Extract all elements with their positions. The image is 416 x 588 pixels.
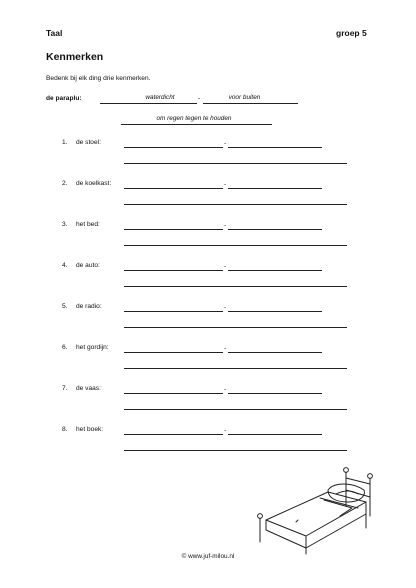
example-answer-3: om regen tegen te houden bbox=[156, 115, 232, 122]
answer-dash: - bbox=[224, 222, 227, 229]
answer-line-2[interactable] bbox=[228, 188, 322, 189]
answer-line-1[interactable] bbox=[124, 393, 223, 394]
example-answer-2: voor buiten bbox=[228, 94, 261, 101]
bed-illustration bbox=[240, 460, 380, 555]
page-title: Kenmerken bbox=[46, 51, 104, 63]
item-number: 3. bbox=[62, 221, 68, 228]
answer-line-1[interactable] bbox=[124, 147, 223, 148]
item-label: de radio: bbox=[76, 303, 102, 310]
example-line-3 bbox=[121, 124, 272, 125]
example-line-1 bbox=[100, 103, 197, 104]
answer-line-2[interactable] bbox=[228, 352, 322, 353]
example-answer-1: waterdicht bbox=[145, 94, 175, 101]
answer-dash: - bbox=[224, 386, 227, 393]
answer-line-3[interactable] bbox=[124, 204, 347, 205]
item-label: de koelkast: bbox=[76, 180, 112, 187]
item-number: 1. bbox=[62, 139, 68, 146]
answer-line-3[interactable] bbox=[124, 245, 347, 246]
subject-label: Taal bbox=[46, 28, 63, 38]
answer-line-2[interactable] bbox=[228, 434, 322, 435]
example-line-2 bbox=[203, 103, 298, 104]
answer-line-1[interactable] bbox=[124, 270, 223, 271]
grade-label: groep 5 bbox=[336, 28, 367, 38]
footer-copyright: © www.juf-milou.nl bbox=[181, 553, 235, 560]
answer-dash: - bbox=[224, 345, 227, 352]
answer-line-2[interactable] bbox=[228, 311, 322, 312]
item-label: het gordijn: bbox=[76, 344, 109, 351]
answer-dash: - bbox=[224, 140, 227, 147]
answer-line-3[interactable] bbox=[124, 368, 347, 369]
item-number: 8. bbox=[62, 426, 68, 433]
answer-line-2[interactable] bbox=[228, 147, 322, 148]
item-label: de auto: bbox=[76, 262, 100, 269]
answer-line-3[interactable] bbox=[124, 450, 347, 451]
answer-line-3[interactable] bbox=[124, 163, 347, 164]
instruction-text: Bedenk bij elk ding drie kenmerken. bbox=[46, 75, 151, 82]
answer-line-2[interactable] bbox=[228, 393, 322, 394]
answer-line-1[interactable] bbox=[124, 352, 223, 353]
answer-line-1[interactable] bbox=[124, 311, 223, 312]
answer-dash: - bbox=[224, 427, 227, 434]
answer-line-3[interactable] bbox=[124, 327, 347, 328]
item-number: 5. bbox=[62, 303, 68, 310]
answer-line-1[interactable] bbox=[124, 188, 223, 189]
answer-dash: - bbox=[224, 263, 227, 270]
item-label: het boek: bbox=[76, 426, 104, 433]
answer-line-2[interactable] bbox=[228, 270, 322, 271]
answer-dash: - bbox=[224, 304, 227, 311]
item-label: de stoel: bbox=[76, 139, 101, 146]
item-label: de vaas: bbox=[76, 385, 101, 392]
answer-line-3[interactable] bbox=[124, 409, 347, 410]
example-dash: - bbox=[198, 95, 201, 102]
example-label: de paraplu: bbox=[46, 95, 82, 102]
item-number: 2. bbox=[62, 180, 68, 187]
answer-line-3[interactable] bbox=[124, 286, 347, 287]
answer-line-1[interactable] bbox=[124, 434, 223, 435]
answer-line-2[interactable] bbox=[228, 229, 322, 230]
answer-dash: - bbox=[224, 181, 227, 188]
item-number: 6. bbox=[62, 344, 68, 351]
item-number: 4. bbox=[62, 262, 68, 269]
item-number: 7. bbox=[62, 385, 68, 392]
item-label: het bed: bbox=[76, 221, 100, 228]
answer-line-1[interactable] bbox=[124, 229, 223, 230]
